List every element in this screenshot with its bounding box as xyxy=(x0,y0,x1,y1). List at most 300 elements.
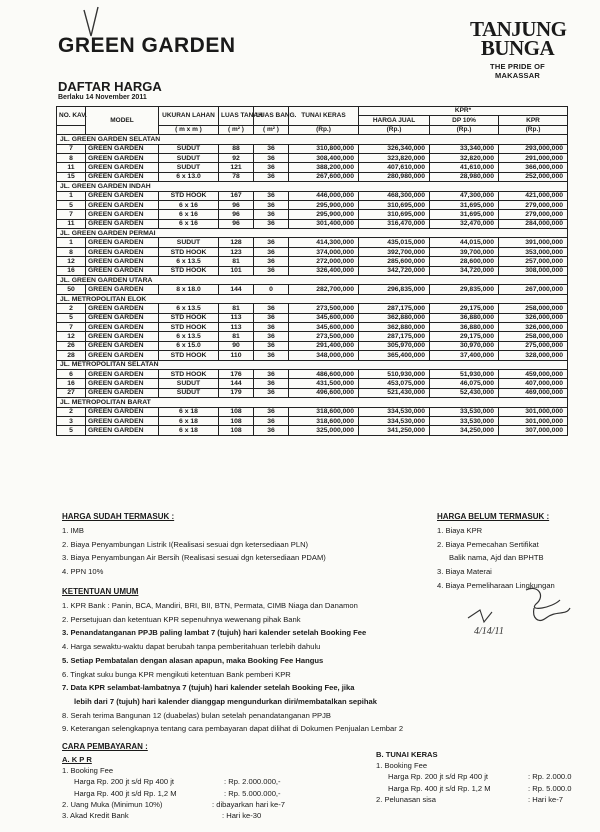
down-payment: 29,175,000 xyxy=(430,304,499,313)
street-section-row xyxy=(57,276,568,285)
land-size: 6 x 15.0 xyxy=(159,341,219,350)
cash-price: 273,500,000 xyxy=(289,304,359,313)
payment-kpr-tier1: Harga Rp. 200 jt s/d Rp 400 jt xyxy=(74,777,175,787)
header-no-kav: NO. KAV. xyxy=(57,107,86,126)
building-area: 36 xyxy=(254,388,289,397)
header-no-unit xyxy=(57,125,86,134)
land-size: 6 x 16 xyxy=(159,200,219,209)
model-name: GREEN GARDEN xyxy=(86,210,159,219)
cash-price: 318,600,000 xyxy=(289,407,359,416)
kpr-amount: 308,000,000 xyxy=(499,266,568,275)
land-size: 6 x 13.5 xyxy=(159,304,219,313)
street-name: JL. GREEN GARDEN INDAH xyxy=(57,182,568,191)
price-table xyxy=(56,106,568,436)
cash-price: 345,600,000 xyxy=(289,313,359,322)
cash-price: 291,400,000 xyxy=(289,341,359,350)
down-payment: 32,470,000 xyxy=(430,219,499,228)
kav-number: 5 xyxy=(57,426,86,435)
kav-number: 11 xyxy=(57,219,86,228)
land-area: 96 xyxy=(219,200,254,209)
land-size: 6 x 18 xyxy=(159,407,219,416)
table-row xyxy=(57,351,568,360)
kpr-amount: 284,000,000 xyxy=(499,219,568,228)
payment-kpr-booking: 1. Booking Fee xyxy=(62,766,114,776)
page-title: GREEN GARDEN xyxy=(58,34,236,57)
kav-number: 2 xyxy=(57,407,86,416)
land-size: 6 x 18 xyxy=(159,416,219,425)
land-size: SUDUT xyxy=(159,153,219,162)
brand-logo xyxy=(470,17,567,80)
land-area: 90 xyxy=(219,341,254,350)
kav-number: 7 xyxy=(57,144,86,153)
building-area: 36 xyxy=(254,144,289,153)
kav-number: 28 xyxy=(57,351,86,360)
table-row xyxy=(57,266,568,275)
land-size: 6 x 16 xyxy=(159,210,219,219)
unit-land-area: ( m² ) xyxy=(219,125,254,134)
kpr-amount: 391,000,000 xyxy=(499,238,568,247)
land-size: STD HOOK xyxy=(159,313,219,322)
sale-price: 326,340,000 xyxy=(359,144,430,153)
land-area: 81 xyxy=(219,332,254,341)
land-area: 113 xyxy=(219,322,254,331)
excluded-item: 2. Biaya Pemecahan Sertifikat xyxy=(437,539,539,549)
kav-number: 8 xyxy=(57,247,86,256)
terms-list xyxy=(62,599,542,736)
land-size: 8 x 18.0 xyxy=(159,285,219,294)
payment-cash-tier1: Harga Rp. 200 jt s/d Rp 400 jt xyxy=(388,772,489,782)
table-row xyxy=(57,200,568,209)
terms-item: 9. Keterangan selengkapnya tentang cara pembayaran dapat dilihat di Dokumen Penjualan Lembar 2 xyxy=(62,724,404,734)
payment-kpr-akad-due: : Hari ke-30 xyxy=(222,811,262,821)
down-payment: 28,980,000 xyxy=(430,172,499,181)
building-area: 36 xyxy=(254,163,289,172)
cash-price: 272,000,000 xyxy=(289,257,359,266)
unit-down-payment: (Rp.) xyxy=(430,125,499,134)
down-payment: 29,175,000 xyxy=(430,332,499,341)
land-area: 96 xyxy=(219,219,254,228)
land-area: 128 xyxy=(219,238,254,247)
kpr-amount: 293,000,000 xyxy=(499,144,568,153)
land-size: STD HOOK xyxy=(159,191,219,200)
cash-price: 446,000,000 xyxy=(289,191,359,200)
terms-item: 2. Persetujuan dan ketentuan KPR sepenuhnya wewenang pihak Bank xyxy=(62,614,301,624)
table-row xyxy=(57,247,568,256)
model-name: GREEN GARDEN xyxy=(86,266,159,275)
payment-kpr-tier2-amount: : Rp. 5.000.000,- xyxy=(224,788,281,798)
model-name: GREEN GARDEN xyxy=(86,200,159,209)
brand-name-line2: BUNGA xyxy=(480,36,555,60)
payment-kpr-tier1-amount: : Rp. 2.000.000,- xyxy=(224,777,281,787)
sale-price: 341,250,000 xyxy=(359,426,430,435)
land-area: 96 xyxy=(219,210,254,219)
sale-price: 392,700,000 xyxy=(359,247,430,256)
table-row xyxy=(57,304,568,313)
building-area: 36 xyxy=(254,322,289,331)
kav-number: 16 xyxy=(57,379,86,388)
table-row xyxy=(57,341,568,350)
table-row xyxy=(57,210,568,219)
kav-number: 1 xyxy=(57,238,86,247)
header-model: MODEL xyxy=(86,107,159,135)
excluded-heading: HARGA BELUM TERMASUK : xyxy=(437,512,550,521)
kpr-amount: 326,000,000 xyxy=(499,322,568,331)
sale-price: 287,175,000 xyxy=(359,304,430,313)
model-name: GREEN GARDEN xyxy=(86,163,159,172)
street-name: JL. METROPOLITAN SELATAN xyxy=(57,360,568,369)
cash-price: 295,900,000 xyxy=(289,210,359,219)
cash-price: 486,600,000 xyxy=(289,369,359,378)
building-area: 36 xyxy=(254,332,289,341)
land-area: 101 xyxy=(219,266,254,275)
kav-number: 6 xyxy=(57,369,86,378)
kpr-amount: 469,000,000 xyxy=(499,388,568,397)
land-area: 121 xyxy=(219,163,254,172)
kpr-amount: 307,000,000 xyxy=(499,426,568,435)
payment-kpr-label: A. K P R xyxy=(62,755,92,764)
building-area: 36 xyxy=(254,351,289,360)
payment-cash-tier1-amount: : Rp. 2.000.0 xyxy=(528,772,572,782)
kpr-amount: 279,000,000 xyxy=(499,210,568,219)
cash-price: 431,500,000 xyxy=(289,379,359,388)
down-payment: 34,250,000 xyxy=(430,426,499,435)
model-name: GREEN GARDEN xyxy=(86,322,159,331)
land-size: STD HOOK xyxy=(159,247,219,256)
table-row xyxy=(57,163,568,172)
payment-cash-tier2: Harga Rp. 400 jt s/d Rp. 1,2 M xyxy=(388,783,491,793)
unit-building-area: ( m² ) xyxy=(254,125,289,134)
header-cash-price: TUNAI KERAS xyxy=(289,107,359,126)
kav-number: 2 xyxy=(57,304,86,313)
building-area: 36 xyxy=(254,407,289,416)
payment-cash xyxy=(376,749,600,805)
land-size: SUDUT xyxy=(159,163,219,172)
sale-price: 334,530,000 xyxy=(359,407,430,416)
kpr-amount: 275,000,000 xyxy=(499,341,568,350)
payment-cash-settle: 2. Pelunasan sisa xyxy=(376,794,436,804)
sale-price: 280,980,000 xyxy=(359,172,430,181)
street-section-row xyxy=(57,182,568,191)
cash-price: 348,000,000 xyxy=(289,351,359,360)
table-row xyxy=(57,388,568,397)
table-row xyxy=(57,219,568,228)
sale-price: 310,695,000 xyxy=(359,200,430,209)
terms-item: 4. Harga sewaktu-waktu dapat berubah tanpa pemberitahuan terlebih dahulu xyxy=(62,642,321,652)
kpr-amount: 279,000,000 xyxy=(499,200,568,209)
land-size: 6 x 18 xyxy=(159,426,219,435)
street-section-row xyxy=(57,360,568,369)
excluded-item: 3. Biaya Materai xyxy=(437,567,492,577)
terms-item: 8. Serah terima Bangunan 12 (duabelas) bulan setelah penandatanganan PPJB xyxy=(62,710,331,720)
land-size: SUDUT xyxy=(159,379,219,388)
building-area: 36 xyxy=(254,200,289,209)
kav-number: 1 xyxy=(57,191,86,200)
building-area: 36 xyxy=(254,369,289,378)
cash-price: 310,800,000 xyxy=(289,144,359,153)
street-name: JL. METROPOLITAN ELOK xyxy=(57,294,568,303)
sale-price: 305,970,000 xyxy=(359,341,430,350)
kav-number: 16 xyxy=(57,266,86,275)
price-list-heading: DAFTAR HARGA xyxy=(58,79,162,94)
kav-number: 12 xyxy=(57,332,86,341)
kpr-amount: 301,000,000 xyxy=(499,407,568,416)
land-area: 78 xyxy=(219,172,254,181)
model-name: GREEN GARDEN xyxy=(86,191,159,200)
handwritten-date: 4/14/11 xyxy=(474,626,504,637)
land-size: STD HOOK xyxy=(159,369,219,378)
building-area: 36 xyxy=(254,426,289,435)
payment-cash-tier2-amount: : Rp. 5.000.0 xyxy=(528,783,572,793)
kpr-amount: 421,000,000 xyxy=(499,191,568,200)
model-name: GREEN GARDEN xyxy=(86,407,159,416)
land-size: 6 x 16 xyxy=(159,219,219,228)
sale-price: 316,470,000 xyxy=(359,219,430,228)
model-name: GREEN GARDEN xyxy=(86,379,159,388)
land-area: 108 xyxy=(219,407,254,416)
table-row xyxy=(57,172,568,181)
land-area: 81 xyxy=(219,257,254,266)
land-area: 110 xyxy=(219,351,254,360)
kpr-amount: 267,000,000 xyxy=(499,285,568,294)
table-row xyxy=(57,426,568,435)
sale-price: 334,530,000 xyxy=(359,416,430,425)
building-area: 36 xyxy=(254,304,289,313)
model-name: GREEN GARDEN xyxy=(86,304,159,313)
kav-number: 26 xyxy=(57,341,86,350)
down-payment: 28,600,000 xyxy=(430,257,499,266)
kpr-amount: 366,000,000 xyxy=(499,163,568,172)
sale-price: 407,610,000 xyxy=(359,163,430,172)
sale-price: 510,930,000 xyxy=(359,369,430,378)
kpr-amount: 301,000,000 xyxy=(499,416,568,425)
kav-number: 15 xyxy=(57,172,86,181)
price-table-body xyxy=(57,135,568,436)
table-row xyxy=(57,313,568,322)
table-row xyxy=(57,407,568,416)
brand-tagline: THE PRIDE OF MAKASSAR xyxy=(490,62,545,80)
cash-price: 414,300,000 xyxy=(289,238,359,247)
model-name: GREEN GARDEN xyxy=(86,238,159,247)
sale-price: 310,695,000 xyxy=(359,210,430,219)
model-name: GREEN GARDEN xyxy=(86,247,159,256)
street-section-row xyxy=(57,135,568,144)
sale-price: 362,880,000 xyxy=(359,322,430,331)
included-item: 3. Biaya Penyambungan Air Bersih (Realisasi sesuai dgn ketersediaan PDAM) xyxy=(62,553,326,563)
kav-number: 5 xyxy=(57,200,86,209)
building-area: 36 xyxy=(254,257,289,266)
land-area: 113 xyxy=(219,313,254,322)
terms-heading: KETENTUAN UMUM xyxy=(62,587,139,596)
terms-item: 3. Penandatanganan PPJB paling lambat 7 (tujuh) hari kalender setelah Booking Fee xyxy=(62,628,367,638)
table-row xyxy=(57,238,568,247)
sale-price: 365,400,000 xyxy=(359,351,430,360)
table-row xyxy=(57,416,568,425)
header-kpr: KPR xyxy=(499,116,568,125)
land-size: STD HOOK xyxy=(159,266,219,275)
header-sale-price: HARGA JUAL xyxy=(359,116,430,125)
table-row xyxy=(57,257,568,266)
land-size: SUDUT xyxy=(159,388,219,397)
kpr-amount: 353,000,000 xyxy=(499,247,568,256)
building-area: 0 xyxy=(254,285,289,294)
street-section-row xyxy=(57,229,568,238)
table-row xyxy=(57,369,568,378)
terms-item: 7. Data KPR selambat-lambatnya 7 (tujuh) hari kalender setelah Booking Fee, jika xyxy=(62,683,355,693)
terms-item: lebih dari 7 (tujuh) hari kalender dianggap mengundurkan diri/membatalkan sepihak xyxy=(74,696,377,706)
table-row xyxy=(57,153,568,162)
header-land-size: UKURAN LAHAN xyxy=(159,107,219,126)
model-name: GREEN GARDEN xyxy=(86,351,159,360)
kav-number: 5 xyxy=(57,313,86,322)
sale-price: 362,880,000 xyxy=(359,313,430,322)
land-area: 108 xyxy=(219,426,254,435)
excluded-item: Balik nama, Ajd dan BPHTB xyxy=(449,553,544,563)
kpr-amount: 258,000,000 xyxy=(499,304,568,313)
down-payment: 31,695,000 xyxy=(430,200,499,209)
table-row xyxy=(57,144,568,153)
street-section-row xyxy=(57,398,568,407)
down-payment: 36,880,000 xyxy=(430,322,499,331)
table-row xyxy=(57,191,568,200)
down-payment: 31,695,000 xyxy=(430,210,499,219)
table-row xyxy=(57,322,568,331)
model-name: GREEN GARDEN xyxy=(86,426,159,435)
payment-kpr xyxy=(62,754,362,821)
model-name: GREEN GARDEN xyxy=(86,313,159,322)
down-payment: 32,820,000 xyxy=(430,153,499,162)
sale-price: 287,175,000 xyxy=(359,332,430,341)
building-area: 36 xyxy=(254,191,289,200)
included-heading: HARGA SUDAH TERMASUK : xyxy=(62,512,175,521)
sale-price: 323,820,000 xyxy=(359,153,430,162)
payment-cash-booking: 1. Booking Fee xyxy=(376,761,428,771)
street-name: JL. METROPOLITAN BARAT xyxy=(57,398,568,407)
land-size: SUDUT xyxy=(159,238,219,247)
header-down-payment: DP 10% xyxy=(430,116,499,125)
terms-item: 6. Tingkat suku bunga KPR mengikuti ketentuan Bank pemberi KPR xyxy=(62,669,291,679)
building-area: 36 xyxy=(254,416,289,425)
unit-kpr: (Rp.) xyxy=(499,125,568,134)
street-name: JL. GREEN GARDEN SELATAN xyxy=(57,135,568,144)
excluded-item: 4. Biaya Pemeliharaan Lingkungan xyxy=(437,580,555,590)
land-area: 123 xyxy=(219,247,254,256)
sale-price: 468,300,000 xyxy=(359,191,430,200)
kav-number: 7 xyxy=(57,322,86,331)
building-area: 36 xyxy=(254,210,289,219)
cash-price: 345,600,000 xyxy=(289,322,359,331)
cash-price: 295,900,000 xyxy=(289,200,359,209)
building-area: 36 xyxy=(254,219,289,228)
down-payment: 29,835,000 xyxy=(430,285,499,294)
sale-price: 285,600,000 xyxy=(359,257,430,266)
down-payment: 33,530,000 xyxy=(430,407,499,416)
down-payment: 37,400,000 xyxy=(430,351,499,360)
payment-kpr-dp: 2. Uang Muka (Minimun 10%) xyxy=(62,799,163,809)
building-area: 36 xyxy=(254,153,289,162)
model-name: GREEN GARDEN xyxy=(86,332,159,341)
building-area: 36 xyxy=(254,266,289,275)
brand-name-line1: TANJUNG xyxy=(470,17,567,41)
sale-price: 521,430,000 xyxy=(359,388,430,397)
down-payment: 33,530,000 xyxy=(430,416,499,425)
cash-price: 318,600,000 xyxy=(289,416,359,425)
model-name: GREEN GARDEN xyxy=(86,257,159,266)
kpr-amount: 258,000,000 xyxy=(499,332,568,341)
kpr-amount: 407,000,000 xyxy=(499,379,568,388)
unit-cash-price: (Rp.) xyxy=(289,125,359,134)
street-name: JL. GREEN GARDEN PERMAI xyxy=(57,229,568,238)
kav-number: 27 xyxy=(57,388,86,397)
down-payment: 47,300,000 xyxy=(430,191,499,200)
kpr-amount: 291,000,000 xyxy=(499,153,568,162)
sale-price: 342,720,000 xyxy=(359,266,430,275)
table-row xyxy=(57,379,568,388)
land-area: 92 xyxy=(219,153,254,162)
building-area: 36 xyxy=(254,313,289,322)
model-name: GREEN GARDEN xyxy=(86,153,159,162)
kav-number: 50 xyxy=(57,285,86,294)
header-land-area: LUAS TANAH xyxy=(219,107,254,126)
down-payment: 36,880,000 xyxy=(430,313,499,322)
cash-price: 374,000,000 xyxy=(289,247,359,256)
land-area: 108 xyxy=(219,416,254,425)
land-size: SUDUT xyxy=(159,144,219,153)
kav-number: 8 xyxy=(57,153,86,162)
kpr-amount: 328,000,000 xyxy=(499,351,568,360)
included-item: 1. IMB xyxy=(62,526,84,535)
included-item: 2. Biaya Penyambungan Listrik I(Realisasi sesuai dgn ketersediaan PLN) xyxy=(62,539,309,549)
land-area: 176 xyxy=(219,369,254,378)
down-payment: 51,930,000 xyxy=(430,369,499,378)
payment-heading: CARA PEMBAYARAN : xyxy=(62,742,148,751)
cash-price: 388,200,000 xyxy=(289,163,359,172)
cash-price: 273,500,000 xyxy=(289,332,359,341)
down-payment: 33,340,000 xyxy=(430,144,499,153)
model-name: GREEN GARDEN xyxy=(86,172,159,181)
cash-price: 326,400,000 xyxy=(289,266,359,275)
down-payment: 34,720,000 xyxy=(430,266,499,275)
land-size: STD HOOK xyxy=(159,351,219,360)
sale-price: 453,075,000 xyxy=(359,379,430,388)
building-area: 36 xyxy=(254,247,289,256)
sale-price: 435,015,000 xyxy=(359,238,430,247)
street-section-row xyxy=(57,294,568,303)
cash-price: 325,000,000 xyxy=(289,426,359,435)
payment-cash-settle-due: : Hari ke-7 xyxy=(528,794,564,804)
model-name: GREEN GARDEN xyxy=(86,219,159,228)
land-area: 88 xyxy=(219,144,254,153)
land-area: 167 xyxy=(219,191,254,200)
land-size: 6 x 13.5 xyxy=(159,332,219,341)
terms-item: 1. KPR Bank : Panin, BCA, Mandiri, BRI, BII, BTN, Permata, CIMB Niaga dan Danamon xyxy=(62,601,358,610)
building-area: 36 xyxy=(254,341,289,350)
excluded-item: 1. Biaya KPR xyxy=(437,526,483,535)
payment-kpr-tier2: Harga Rp. 400 jt s/d Rp. 1,2 M xyxy=(74,788,177,798)
model-name: GREEN GARDEN xyxy=(86,388,159,397)
down-payment: 39,700,000 xyxy=(430,247,499,256)
land-size: 6 x 13.0 xyxy=(159,172,219,181)
kpr-amount: 326,000,000 xyxy=(499,313,568,322)
building-area: 36 xyxy=(254,379,289,388)
kpr-amount: 257,000,000 xyxy=(499,257,568,266)
model-name: GREEN GARDEN xyxy=(86,144,159,153)
land-area: 144 xyxy=(219,285,254,294)
land-area: 81 xyxy=(219,304,254,313)
included-list xyxy=(62,524,422,579)
kpr-amount: 459,000,000 xyxy=(499,369,568,378)
valid-from-date: Berlaku 14 November 2011 xyxy=(58,94,147,101)
kav-number: 3 xyxy=(57,416,86,425)
